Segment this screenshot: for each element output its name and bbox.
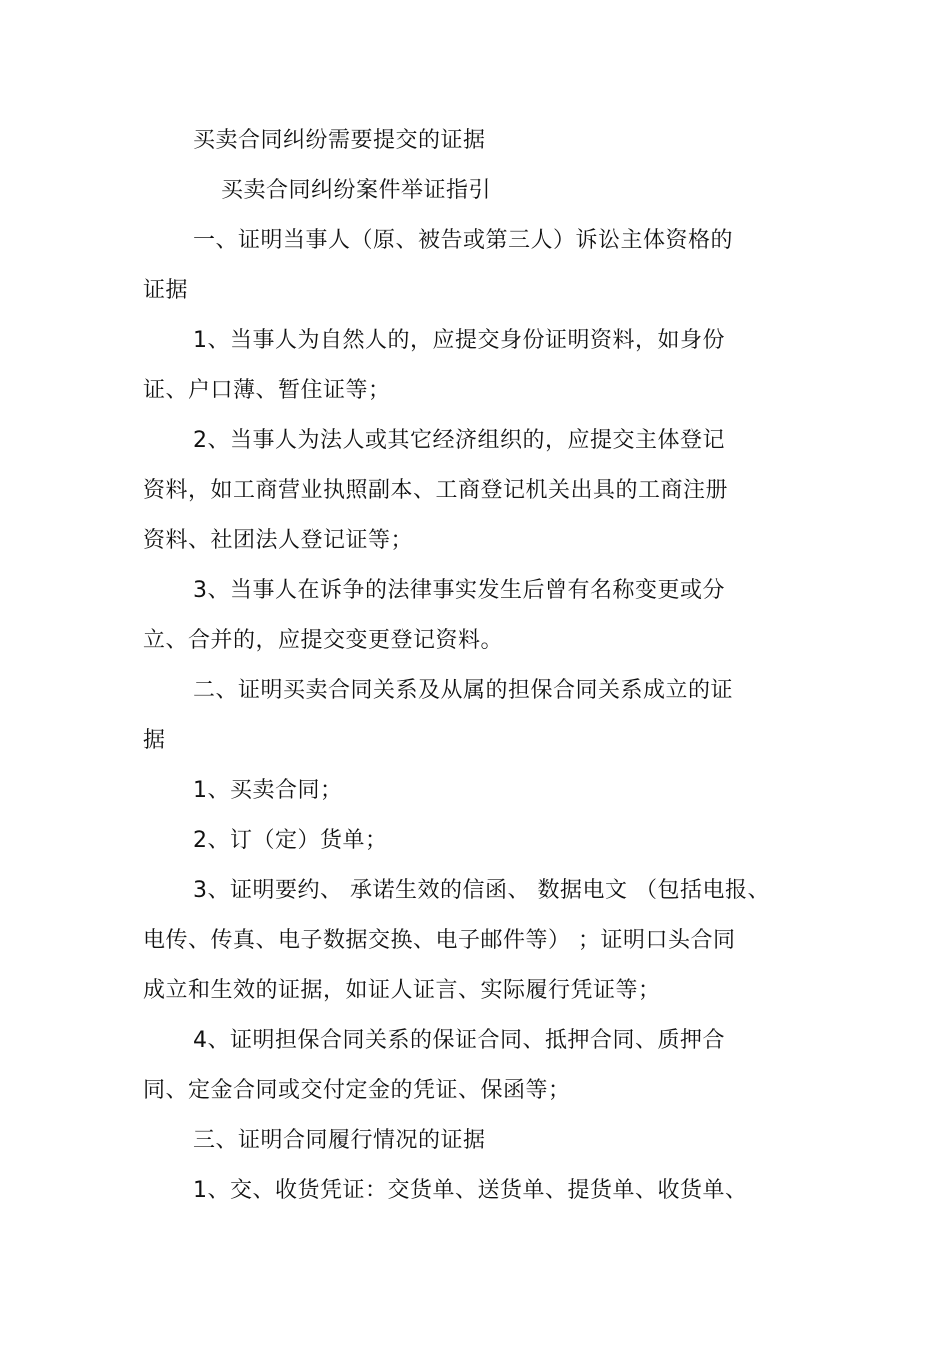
document-subtitle: 买卖合同纠纷案件举证指引 bbox=[221, 178, 492, 203]
paragraph-line: 据 bbox=[143, 728, 166, 753]
paragraph-line: 证据 bbox=[143, 278, 189, 303]
paragraph-line: 资料、社团法人登记证等； bbox=[143, 528, 414, 553]
paragraph-line: 3、证明要约、 承诺生效的信函、 数据电文 （包括电报、 bbox=[193, 878, 770, 903]
paragraph-line: 成立和生效的证据，如证人证言、实际履行凭证等； bbox=[143, 978, 661, 1003]
paragraph-line: 电传、传真、电子数据交换、电子邮件等） ；证明口头合同 bbox=[143, 928, 736, 953]
paragraph-line: 1、买卖合同； bbox=[193, 778, 343, 803]
paragraph-line: 立、合并的，应提交变更登记资料。 bbox=[143, 628, 504, 653]
paragraph-line: 4、证明担保合同关系的保证合同、抵押合同、质押合 bbox=[193, 1028, 725, 1053]
paragraph-line: 二、证明买卖合同关系及从属的担保合同关系成立的证 bbox=[193, 678, 734, 703]
paragraph-line: 同、定金合同或交付定金的凭证、保函等； bbox=[143, 1078, 571, 1103]
paragraph-line: 一、证明当事人（原、被告或第三人）诉讼主体资格的 bbox=[193, 228, 734, 253]
paragraph-line: 资料，如工商营业执照副本、工商登记机关出具的工商注册 bbox=[143, 478, 729, 503]
paragraph-line: 2、当事人为法人或其它经济组织的，应提交主体登记 bbox=[193, 428, 725, 453]
paragraph-line: 1、当事人为自然人的，应提交身份证明资料，如身份 bbox=[193, 328, 725, 353]
paragraph-line: 2、订（定）货单； bbox=[193, 828, 388, 853]
document-title: 买卖合同纠纷需要提交的证据 bbox=[193, 128, 486, 153]
paragraph-line: 1、交、收货凭证：交货单、送货单、提货单、收货单、 bbox=[193, 1178, 748, 1203]
paragraph-line: 三、证明合同履行情况的证据 bbox=[193, 1128, 486, 1153]
paragraph-line: 证、户口薄、暂住证等； bbox=[143, 378, 391, 403]
paragraph-line: 3、当事人在诉争的法律事实发生后曾有名称变更或分 bbox=[193, 578, 725, 603]
